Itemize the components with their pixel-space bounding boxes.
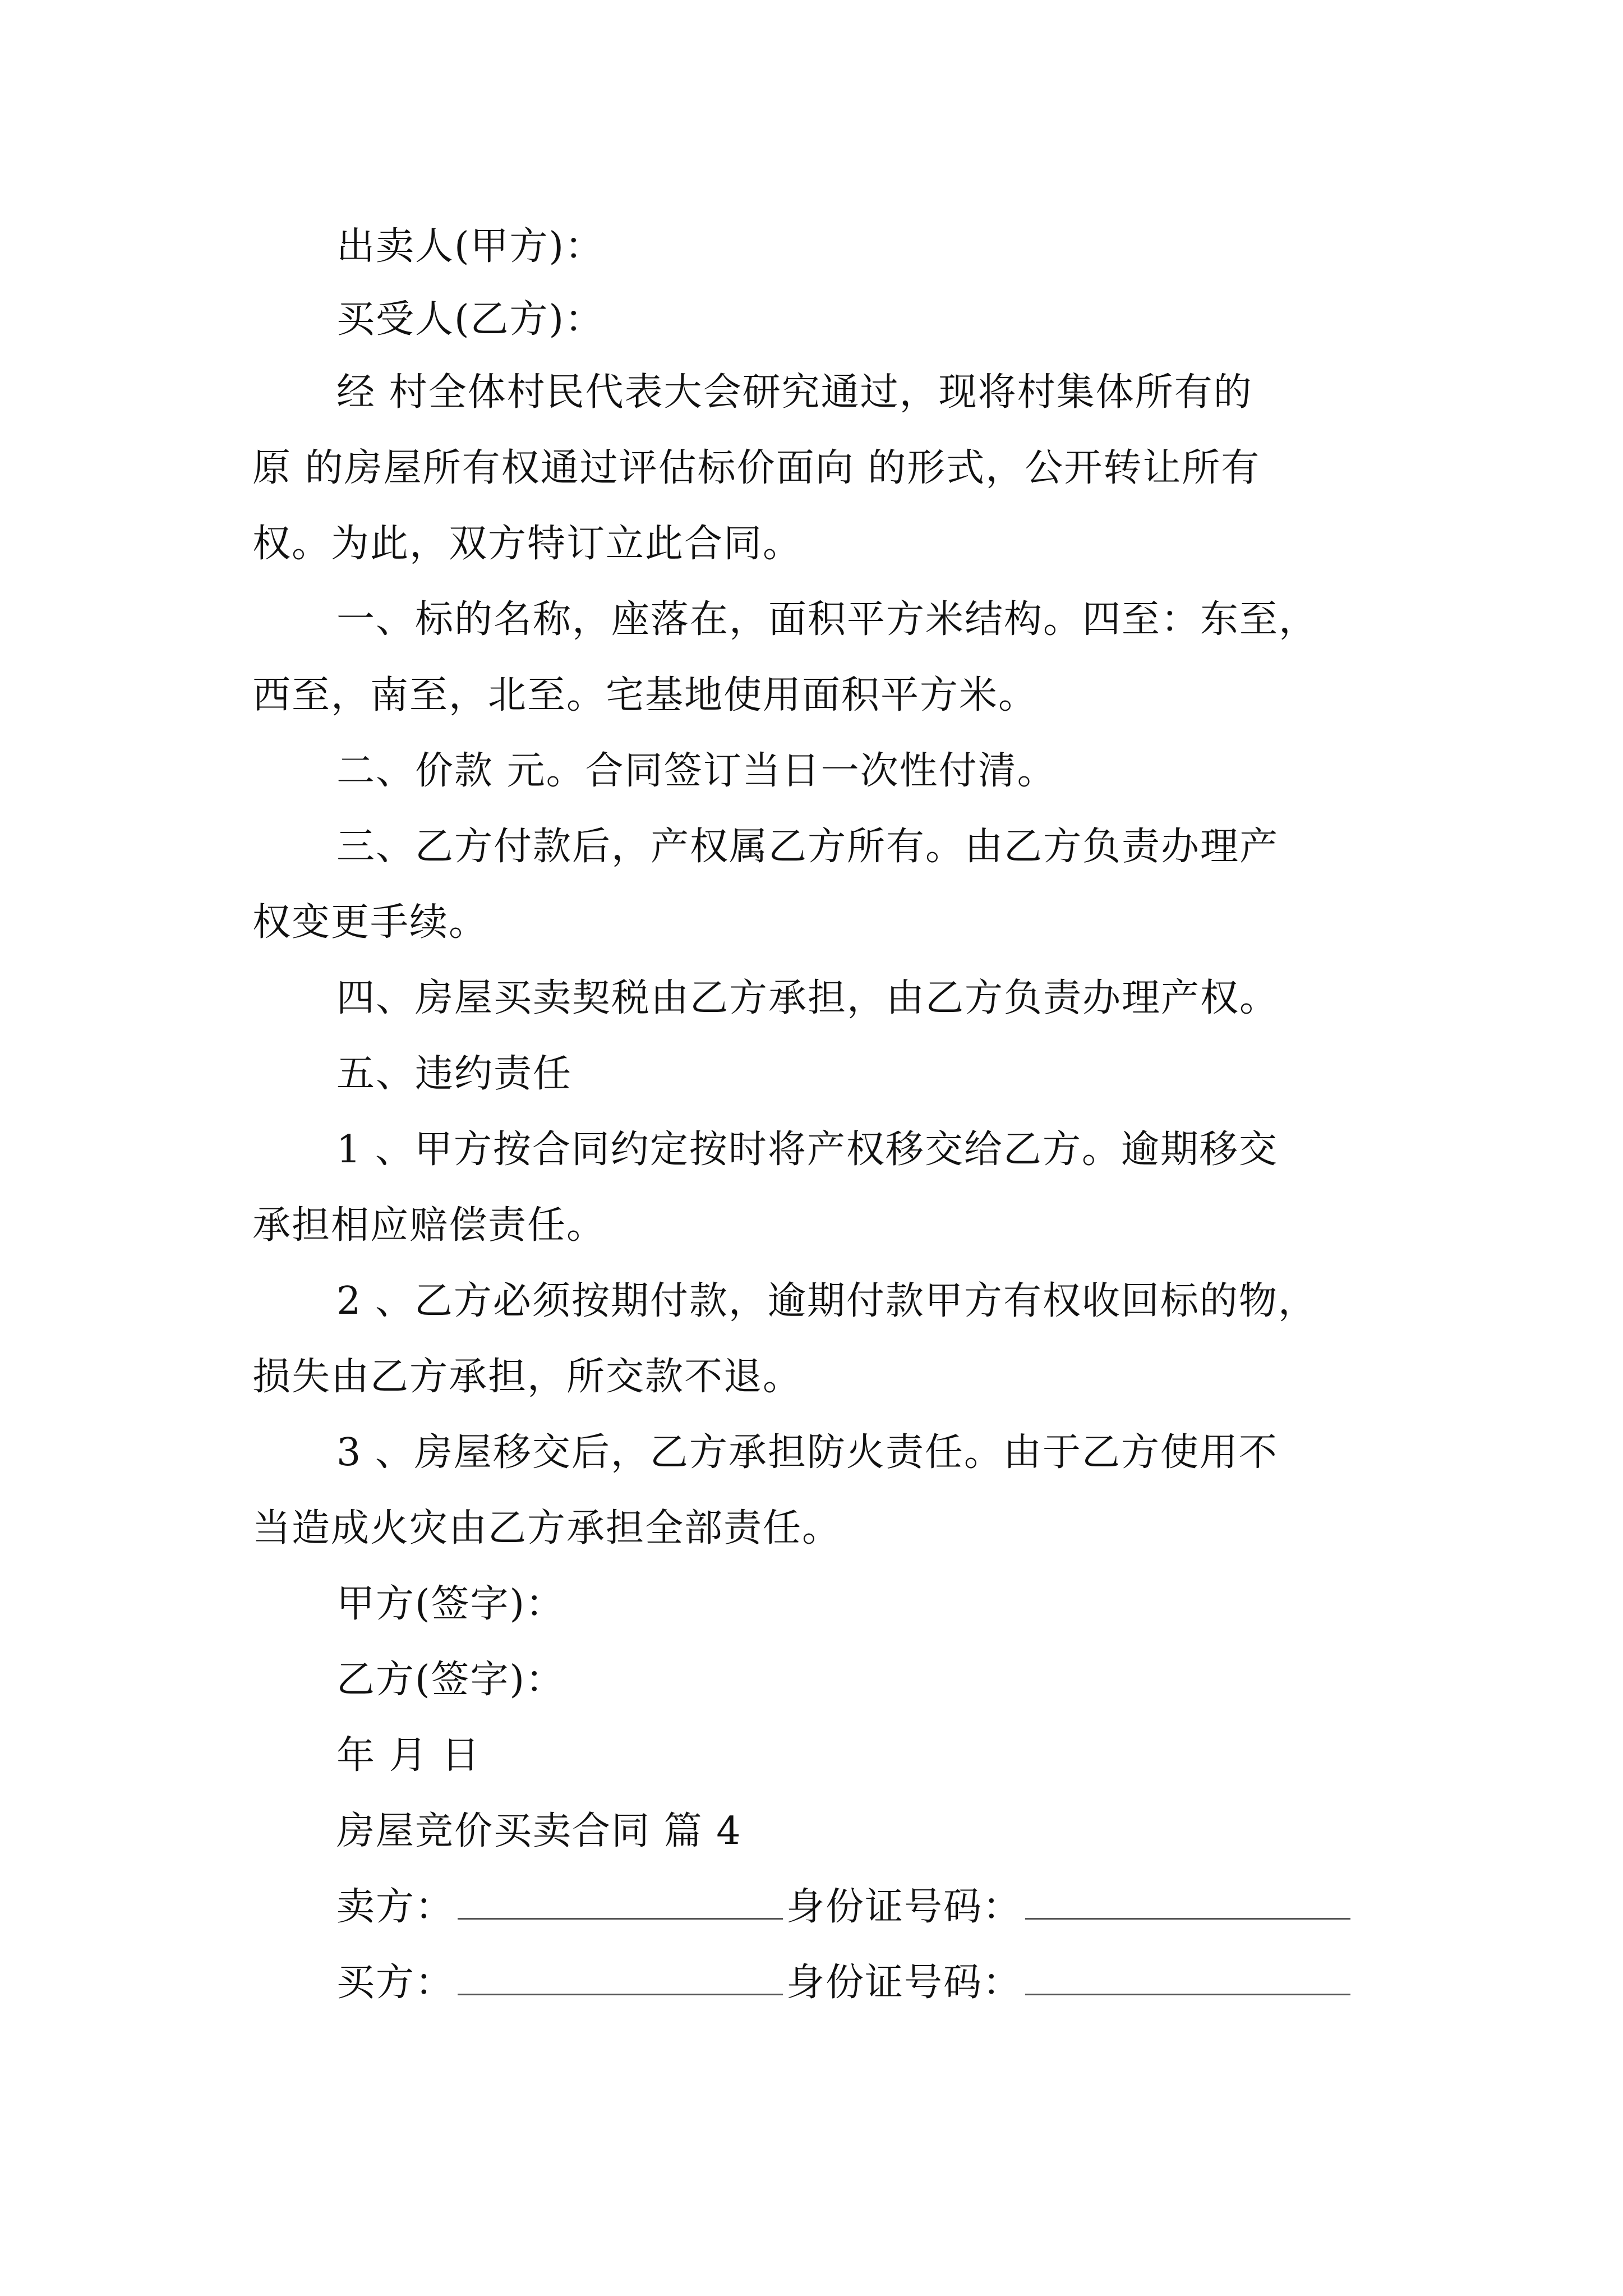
clause-4: 四、房屋买卖契税由乙方承担，由乙方负责办理产权。 (336, 976, 1279, 1020)
clause-3-line-2: 权变更手续。 (252, 900, 488, 945)
clause-2: 二、价款 元。合同签订当日一次性付清。 (336, 749, 1057, 793)
buyer-line: 买受人(乙方)： (336, 297, 605, 342)
clause-5-heading: 五、违约责任 (336, 1052, 573, 1096)
next-contract-title: 房屋竞价买卖合同 篇 4 (336, 1809, 742, 1853)
intro-line-2: 原 的房屋所有权通过评估标价面向 的形式，公开转让所有 (252, 446, 1261, 490)
clause-5-2-line-1: 2 、乙方必须按期付款，逾期付款甲方有权收回标的物， (336, 1279, 1317, 1323)
intro-line-1: 经 村全体村民代表大会研究通过，现将村集体所有的 (336, 370, 1253, 415)
clause-3-line-1: 三、乙方付款后，产权属乙方所有。由乙方负责办理产 (336, 825, 1279, 869)
seller-label: 卖方： (336, 1885, 455, 1929)
clause-5-1-line-1: 1 、甲方按合同约定按时将产权移交给乙方。逾期移交 (336, 1128, 1278, 1172)
buyer-label: 买方： (336, 1961, 455, 2005)
seller-line: 出卖人(甲方)： (336, 224, 605, 269)
clause-5-3-line-2: 当造成火灾由乙方承担全部责任。 (252, 1506, 842, 1550)
signature-party-b: 乙方(签字)： (336, 1658, 565, 1702)
seller-id-label: 身份证号码： (786, 1885, 1022, 1929)
buyer-name-blank (458, 1991, 783, 1995)
clause-5-3-line-1: 3 、房屋移交后，乙方承担防火责任。由于乙方使用不 (336, 1430, 1278, 1475)
seller-id-row (336, 1882, 1402, 1932)
buyer-id-row (336, 1958, 1402, 2008)
seller-name-blank (458, 1916, 783, 1920)
clause-5-1-line-2: 承担相应赔偿责任。 (252, 1203, 606, 1248)
intro-line-3: 权。为此，双方特订立此合同。 (252, 522, 803, 566)
date-line: 年 月 日 (336, 1733, 481, 1778)
clause-5-2-line-2: 损失由乙方承担，所交款不退。 (252, 1355, 803, 1399)
seller-id-blank (1025, 1916, 1350, 1920)
buyer-id-blank (1025, 1991, 1350, 1995)
clause-1-line-1: 一、标的名称，座落在，面积平方米结构。四至：东至， (336, 597, 1318, 642)
signature-party-a: 甲方(签字)： (336, 1582, 565, 1626)
clause-1-line-2: 西至，南至，北至。宅基地使用面积平方米。 (252, 673, 1038, 717)
buyer-id-label: 身份证号码： (786, 1961, 1022, 2005)
